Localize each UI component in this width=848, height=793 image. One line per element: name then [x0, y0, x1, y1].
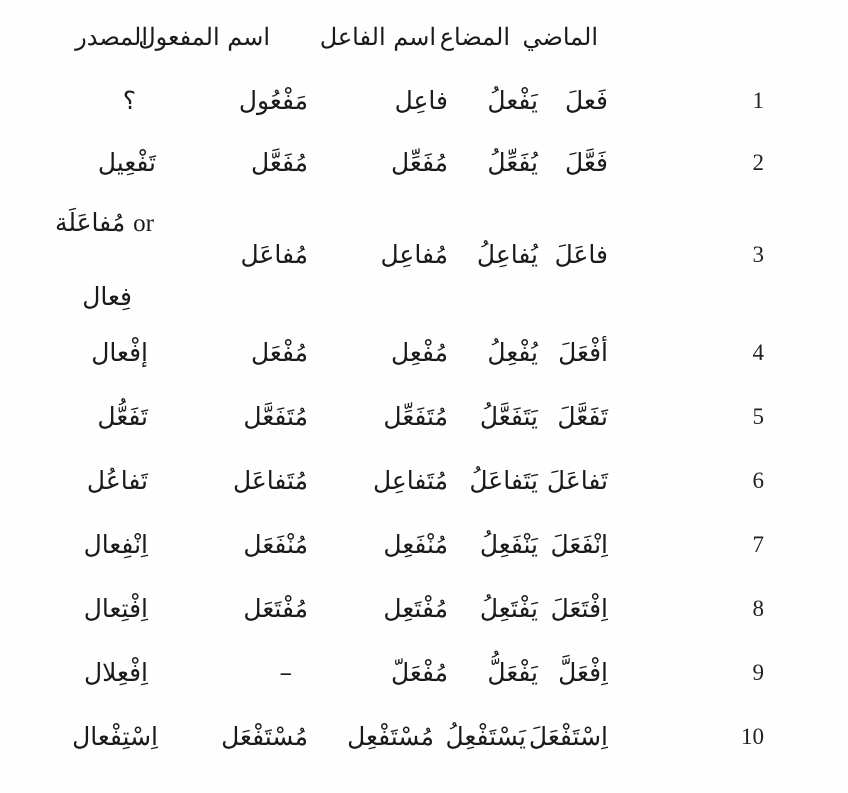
- row-number: 1: [752, 88, 764, 113]
- cell-ism-maful: مُفْعَل: [250, 338, 308, 367]
- masdar-main: مُفاعَلَة: [54, 208, 126, 237]
- cell-masdar: اِسْتِفْعال: [72, 722, 158, 751]
- cell-madi: اِسْتَفْعَلَ: [528, 722, 608, 751]
- cell-madi: أفْعَلَ: [558, 338, 608, 367]
- cell-mudari: يَتَفاعَلُ: [469, 466, 538, 495]
- cell-ism-maful: مُنْفَعَل: [243, 530, 308, 559]
- row-number: 2: [752, 150, 764, 175]
- cell-masdar-alt: فِعال: [82, 282, 132, 311]
- cell-ism-maful: مُفْتَعَل: [243, 594, 308, 623]
- cell-mudari: يَفْعَلُّ: [487, 658, 538, 687]
- header-ism-fail: اسم الفاعل: [319, 23, 436, 51]
- cell-masdar: اِفْتِعال: [83, 594, 148, 623]
- cell-madi: فاعَلَ: [554, 240, 608, 269]
- row-number: 10: [741, 724, 764, 749]
- cell-masdar: اِفْعِلال: [83, 658, 148, 687]
- cell-masdar: ؟: [122, 86, 136, 115]
- cell-ism-maful: مَفْعُول: [238, 86, 308, 115]
- cell-ism-fail: مُنْفَعِل: [383, 530, 448, 559]
- cell-madi: فَعلَ: [565, 86, 608, 115]
- row-number: 7: [752, 532, 764, 557]
- cell-masdar: [55, 206, 154, 241]
- or-label: or: [133, 210, 154, 237]
- cell-ism-maful: –: [279, 658, 292, 687]
- cell-ism-fail: مُسْتَفْعِل: [347, 722, 434, 751]
- cell-ism-fail: فاعِل: [394, 86, 448, 115]
- cell-madi: اِنْفَعَلَ: [550, 530, 608, 559]
- cell-ism-fail: مُفْتَعِل: [383, 594, 448, 623]
- cell-ism-fail: مُفَعِّل: [390, 148, 448, 177]
- cell-madi: تَفَعَّلَ: [557, 402, 608, 431]
- cell-ism-fail: مُتَفاعِل: [372, 466, 448, 495]
- cell-madi: تَفاعَلَ: [546, 466, 608, 495]
- header-masdar: المصدر: [75, 23, 148, 51]
- cell-ism-maful: مُتَفاعَل: [232, 466, 308, 495]
- cell-ism-fail: مُفاعِل: [380, 240, 448, 269]
- header-madi: الماضي: [522, 23, 598, 51]
- cell-mudari: يَتَفَعَّلُ: [479, 402, 538, 431]
- cell-madi: فَعَّلَ: [565, 148, 608, 177]
- row-number: 4: [752, 340, 764, 365]
- cell-ism-maful: مُسْتَفْعَل: [221, 722, 308, 751]
- row-number: 3: [752, 242, 764, 267]
- header-mudari: المضاع: [439, 23, 510, 51]
- cell-masdar: تَفَعُّل: [97, 402, 148, 431]
- cell-mudari: يَفْعلُ: [487, 86, 538, 115]
- cell-mudari: يُفاعِلُ: [476, 240, 538, 269]
- cell-ism-fail: مُفْعِل: [390, 338, 448, 367]
- cell-ism-maful: مُفَعَّل: [250, 148, 308, 177]
- cell-ism-fail: مُتَفَعِّل: [383, 402, 448, 431]
- cell-madi: اِفْعَلَّ: [558, 658, 608, 687]
- cell-mudari: يَسْتَفْعِلُ: [445, 722, 526, 751]
- row-number: 8: [752, 596, 764, 621]
- cell-mudari: يُفْعِلُ: [487, 338, 538, 367]
- cell-ism-maful: مُفاعَل: [240, 240, 308, 269]
- cell-mudari: يَفْتَعِلُ: [479, 594, 538, 623]
- row-number: 5: [752, 404, 764, 429]
- cell-mudari: يَنْفَعِلُ: [479, 530, 538, 559]
- cell-masdar: تَفاعُل: [86, 466, 148, 495]
- cell-ism-maful: مُتَفَعَّل: [243, 402, 308, 431]
- cell-mudari: يُفَعِّلُ: [487, 148, 538, 177]
- cell-masdar: إفْعال: [91, 338, 148, 367]
- row-number: 6: [752, 468, 764, 493]
- row-number: 9: [752, 660, 764, 685]
- cell-madi: اِفْتَعَلَ: [550, 594, 608, 623]
- cell-masdar: تَفْعِيل: [97, 148, 156, 177]
- cell-ism-fail: مُفْعَلّ: [390, 658, 448, 687]
- cell-masdar: اِنْفِعال: [83, 530, 148, 559]
- header-ism-maful: اسم المفعول: [138, 23, 270, 51]
